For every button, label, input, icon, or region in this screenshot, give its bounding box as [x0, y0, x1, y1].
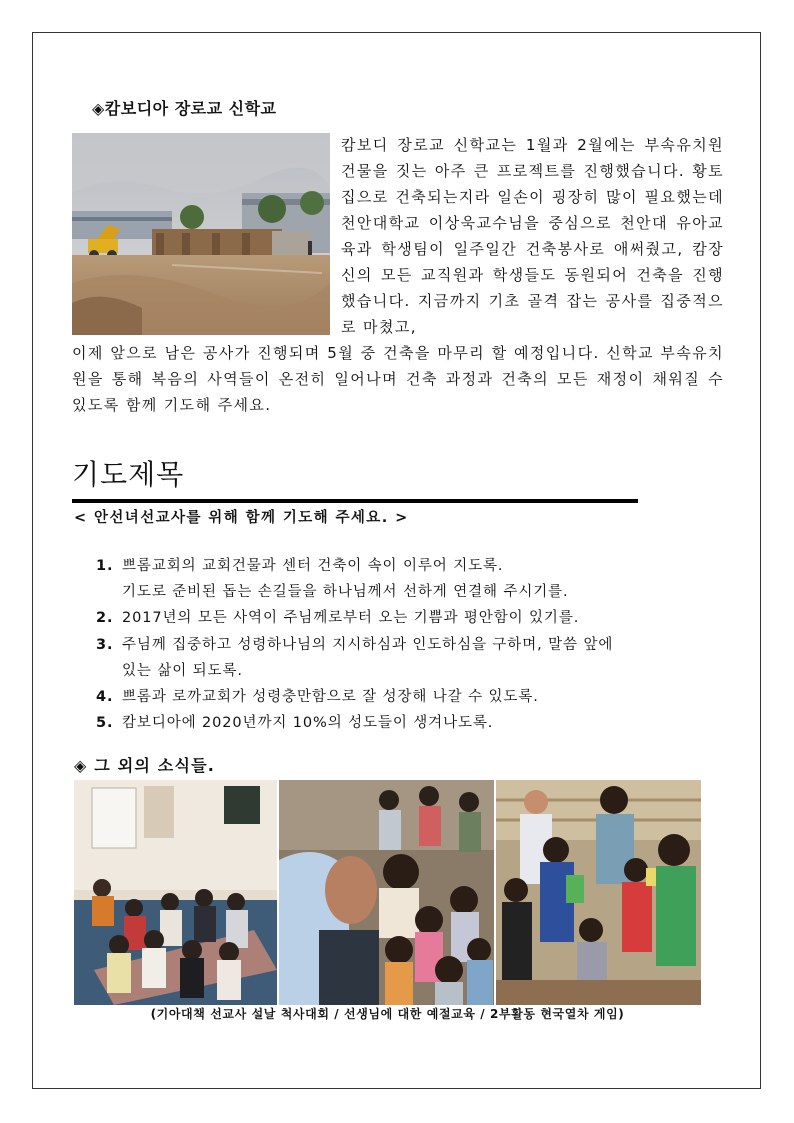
prayer-subtitle: < 안선녀선교사를 위해 함께 기도해 주세요. > [74, 510, 409, 526]
gallery-caption: (기아대책 선교사 설날 척사대회 / 선생님에 대한 예절교육 / 2부활동 현국열차 게임) [150, 1007, 625, 1021]
prayer-number: 4. [96, 689, 114, 706]
prayer-item [96, 553, 736, 605]
prayer-text: 캄보디아에 2020년까지 10%의 성도들이 생겨나도록. [122, 715, 494, 732]
prayer-text: 2017년의 모든 사역이 주님께로부터 오는 기쁨과 평안함이 있기를. [122, 610, 580, 627]
title-underline [72, 499, 638, 503]
train-game-photo [496, 780, 701, 1005]
new-year-event-photo [74, 780, 277, 1005]
prayer-text: 주님께 집중하고 성령하나님의 지시하심과 인도하심을 구하며, 말씀 앞에 [122, 636, 614, 653]
news-heading: ◈ 그 외의 소식들. [74, 756, 216, 775]
prayer-number: 1. [96, 558, 114, 574]
seminary-paragraph-right: 캄보디 장로교 신학교는 1월과 2월에는 부속유치원 건물을 짓는 아주 큰 프로젝트를 진행했습니다. 황토집으로 건축되는지라 일손이 굉장히 많이 필요했는데 천안대학교 이상욱교수님을 중심으로 천안대 유아교육과 학생팀이 일주일간 건축봉사로 애써줬고, 캄장신의 모든 교직원과 학생들도 동원되어 건축을 진행했습니다. 지금까지 기초 골격 잡는 공사를 집중적으로 마쳤고, [341, 136, 724, 336]
prayer-number: 3. [96, 636, 114, 653]
prayer-item [96, 684, 736, 710]
prayer-number: 2. [96, 610, 114, 627]
seminary-paragraph-full: 이제 앞으로 남은 공사가 진행되며 5월 중 건축을 마무리 할 예정입니다. 신학교 부속유치원을 통해 복음의 사역들이 온전히 일어나며 건축 과정과 건축의 모든 재정이 채워질 수 있도록 함께 기도해 주세요. [72, 344, 724, 414]
prayer-list [96, 553, 736, 736]
prayer-number: 5. [96, 715, 114, 732]
prayer-title: 기도제목 [72, 458, 185, 491]
prayer-item [96, 632, 736, 684]
prayer-item [96, 605, 736, 631]
prayer-item [96, 710, 736, 736]
prayer-text: 쁘롬과 로까교회가 성령충만함으로 잘 성장해 나갈 수 있도록. [122, 689, 539, 706]
prayer-text-continued: 기도로 준비된 돕는 손길들을 하나님께서 선하게 연결해 주시기를. [122, 584, 569, 601]
construction-photo [72, 133, 330, 335]
news-photo-gallery [74, 780, 701, 1005]
prayer-text: 쁘롬교회의 교회건물과 센터 건축이 속이 이루어 지도록. [122, 558, 504, 574]
seminary-heading: ◈캄보디아 장로교 신학교 [92, 99, 277, 118]
etiquette-class-photo [279, 780, 494, 1005]
prayer-text-continued: 있는 삶이 되도록. [122, 662, 243, 679]
